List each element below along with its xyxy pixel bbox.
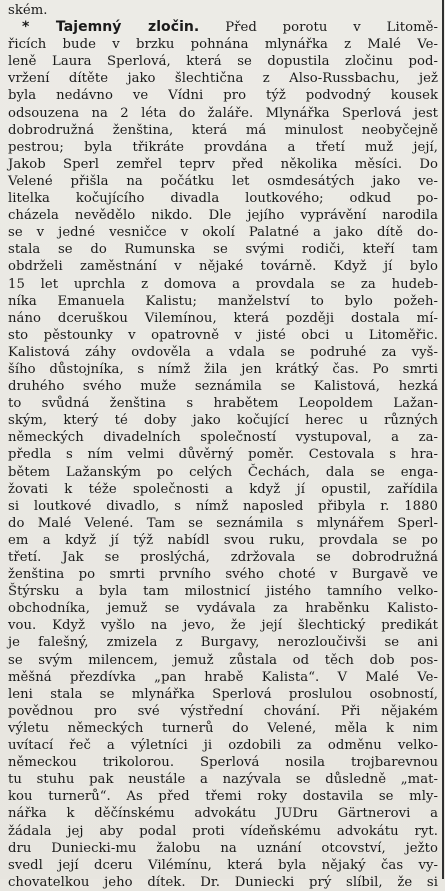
article-line: vou. Když vyšlo na jevo, že její šlechtický predikát bbox=[8, 618, 438, 634]
article-line: německou trikolorou. Sperlová nosila trojbarevnou bbox=[8, 755, 438, 771]
article-line: odsouzena na 2 léta do žaláře. Mlynářka Sperlová jest bbox=[8, 105, 438, 121]
article-line: německých divadelních společností vystupoval, a za- bbox=[8, 430, 438, 446]
article-line: stala se do Rumunska se svými rodiči, kteří tam bbox=[8, 242, 438, 258]
article-line: se v jedné vesničce v okolí Palatné a jako dítě do- bbox=[8, 225, 438, 241]
article-line: leni stala se mlynářka Sperlová proslulou osobností, bbox=[8, 686, 438, 702]
article-line: cházela nevědělo nikdo. Dle jejího vyprávění narodila bbox=[8, 208, 438, 224]
article-line: šího důstojníka, s nímž žila jen krátký čas. Po smrti bbox=[8, 361, 438, 377]
article-line: leně Laura Sperlová, která se dopustila zločinu pod- bbox=[8, 54, 438, 70]
article-line: měšná přezdívka „pan hrabě Kalista“. V Malé Ve- bbox=[8, 669, 438, 685]
article-line: řicích bude v brzku pohnána mlynářka z Malé Ve- bbox=[8, 37, 438, 53]
article-line: obchodníka, jemuž se vydávala za hraběnku Kalisto- bbox=[8, 601, 438, 617]
article-line: výletu německých turnerů do Velené, měla k nim bbox=[8, 720, 438, 736]
article-line: předla s ním velmi důvěrný poměr. Cestovala s hra- bbox=[8, 447, 438, 463]
article-line: Kalistová záhy ovdověla a vdala se podruhé za vyš- bbox=[8, 344, 438, 360]
article-line: do Malé Velené. Tam se seznámila s mlynářem Sperl- bbox=[8, 515, 438, 531]
article-line: Velené přišla na počátku let osmdesátých jako ve- bbox=[8, 173, 438, 189]
article-line: ženština po smrti prvního svého choté v Burgavě ve bbox=[8, 567, 438, 583]
article-line: Štýrsku a byla tam milostnicí jistého tamního velko- bbox=[8, 584, 438, 600]
previous-article-fragment: ském. bbox=[8, 3, 48, 18]
article-line: svedl její dceru Vilémínu, která byla nějaký čas vy- bbox=[8, 857, 438, 873]
article-line: třetí. Jak se proslýchá, zdržovala se dobrodružná bbox=[8, 550, 438, 565]
article-line: vržení dítěte jako šlechtična z Also-Russbachu, jež bbox=[8, 71, 438, 87]
article-line: 15 let uprchla z domova a provdala se za hudeb- bbox=[8, 276, 438, 292]
article-line: ským, který té doby jako kočující herec u různých bbox=[8, 413, 438, 429]
article-headline: * Tajemný zločin. bbox=[22, 19, 200, 36]
article-line: Před porotu v Litomě- bbox=[225, 20, 438, 36]
article-line: žovati k téže společnosti a když jí opustil, zařídila bbox=[8, 481, 438, 497]
column-rule bbox=[442, 0, 444, 879]
article-line: chovatelkou jeho dítek. Dr. Duniecki prý slíbil, že si bbox=[8, 874, 438, 890]
article-line: tu stuhu pak neustále a nazývala se důsledně „mat- bbox=[8, 772, 438, 788]
article-line: se svým milencem, jemuž zůstala od těch dob pos- bbox=[8, 652, 438, 668]
article-line: litelka kočujícího divadla loutkového; odkud po- bbox=[8, 191, 438, 207]
article-line: je falešný, zmizela z Burgavy, nerozloučivši se ani bbox=[8, 635, 438, 651]
article-line: druhého svého muže seznámila se Kalistová, hezká bbox=[8, 379, 438, 395]
article-line: sto pěstounky v opatrovně v jisté obci u Litoměřic. bbox=[8, 327, 438, 343]
article-line: byla nedávno ve Vídni pro týž podvodný kousek bbox=[8, 88, 438, 104]
article-line: kou turnerů“. As před třemi roky dostavila se mly- bbox=[8, 789, 438, 805]
article-line: si loutkové divadlo, s nímž naposled přibyla r. 1880 bbox=[8, 498, 438, 514]
article-first-line bbox=[8, 19, 438, 36]
article-line: dobrodružná ženština, která má minulost neobyčejně bbox=[8, 122, 438, 138]
article-line: bětem Lažanským po celých Čechách, dala se enga- bbox=[8, 464, 438, 480]
article-line: em a když jí týž nabídl svou ruku, provdala se po bbox=[8, 532, 438, 548]
article-line: Jakob Sperl zemřel teprv před několika měsíci. Do bbox=[8, 156, 438, 172]
article-line: náno dceruškou Vilemínou, která později dostala mí- bbox=[8, 310, 438, 326]
article-line: dru Duniecki-mu žalobu na uznání otcovství, ježto bbox=[8, 840, 438, 856]
article-line: žádala jej aby podal proti vídeňskému advokátu ryt. bbox=[8, 823, 438, 839]
article-line: pestrou; byla třikráte provdána a třetí muž její, bbox=[8, 139, 438, 155]
article-line: povědnou pro své výstřední chování. Při nějakém bbox=[8, 703, 438, 719]
article-line: obdrželi zaměstnání v nějaké továrně. Když jí bylo bbox=[8, 259, 438, 275]
article-line: níka Emanuela Kalistu; manželství to bylo požeh- bbox=[8, 293, 438, 309]
article-line: nářka k děčínskému advokátu JUDru Gärtnerovi a bbox=[8, 806, 438, 822]
newspaper-article bbox=[8, 2, 438, 891]
article-line: to svůdná ženština s hrabětem Leopoldem Lažan- bbox=[8, 396, 438, 412]
article-line: uvítací řeč a výletníci ji ozdobili za odměnu velko- bbox=[8, 738, 438, 754]
